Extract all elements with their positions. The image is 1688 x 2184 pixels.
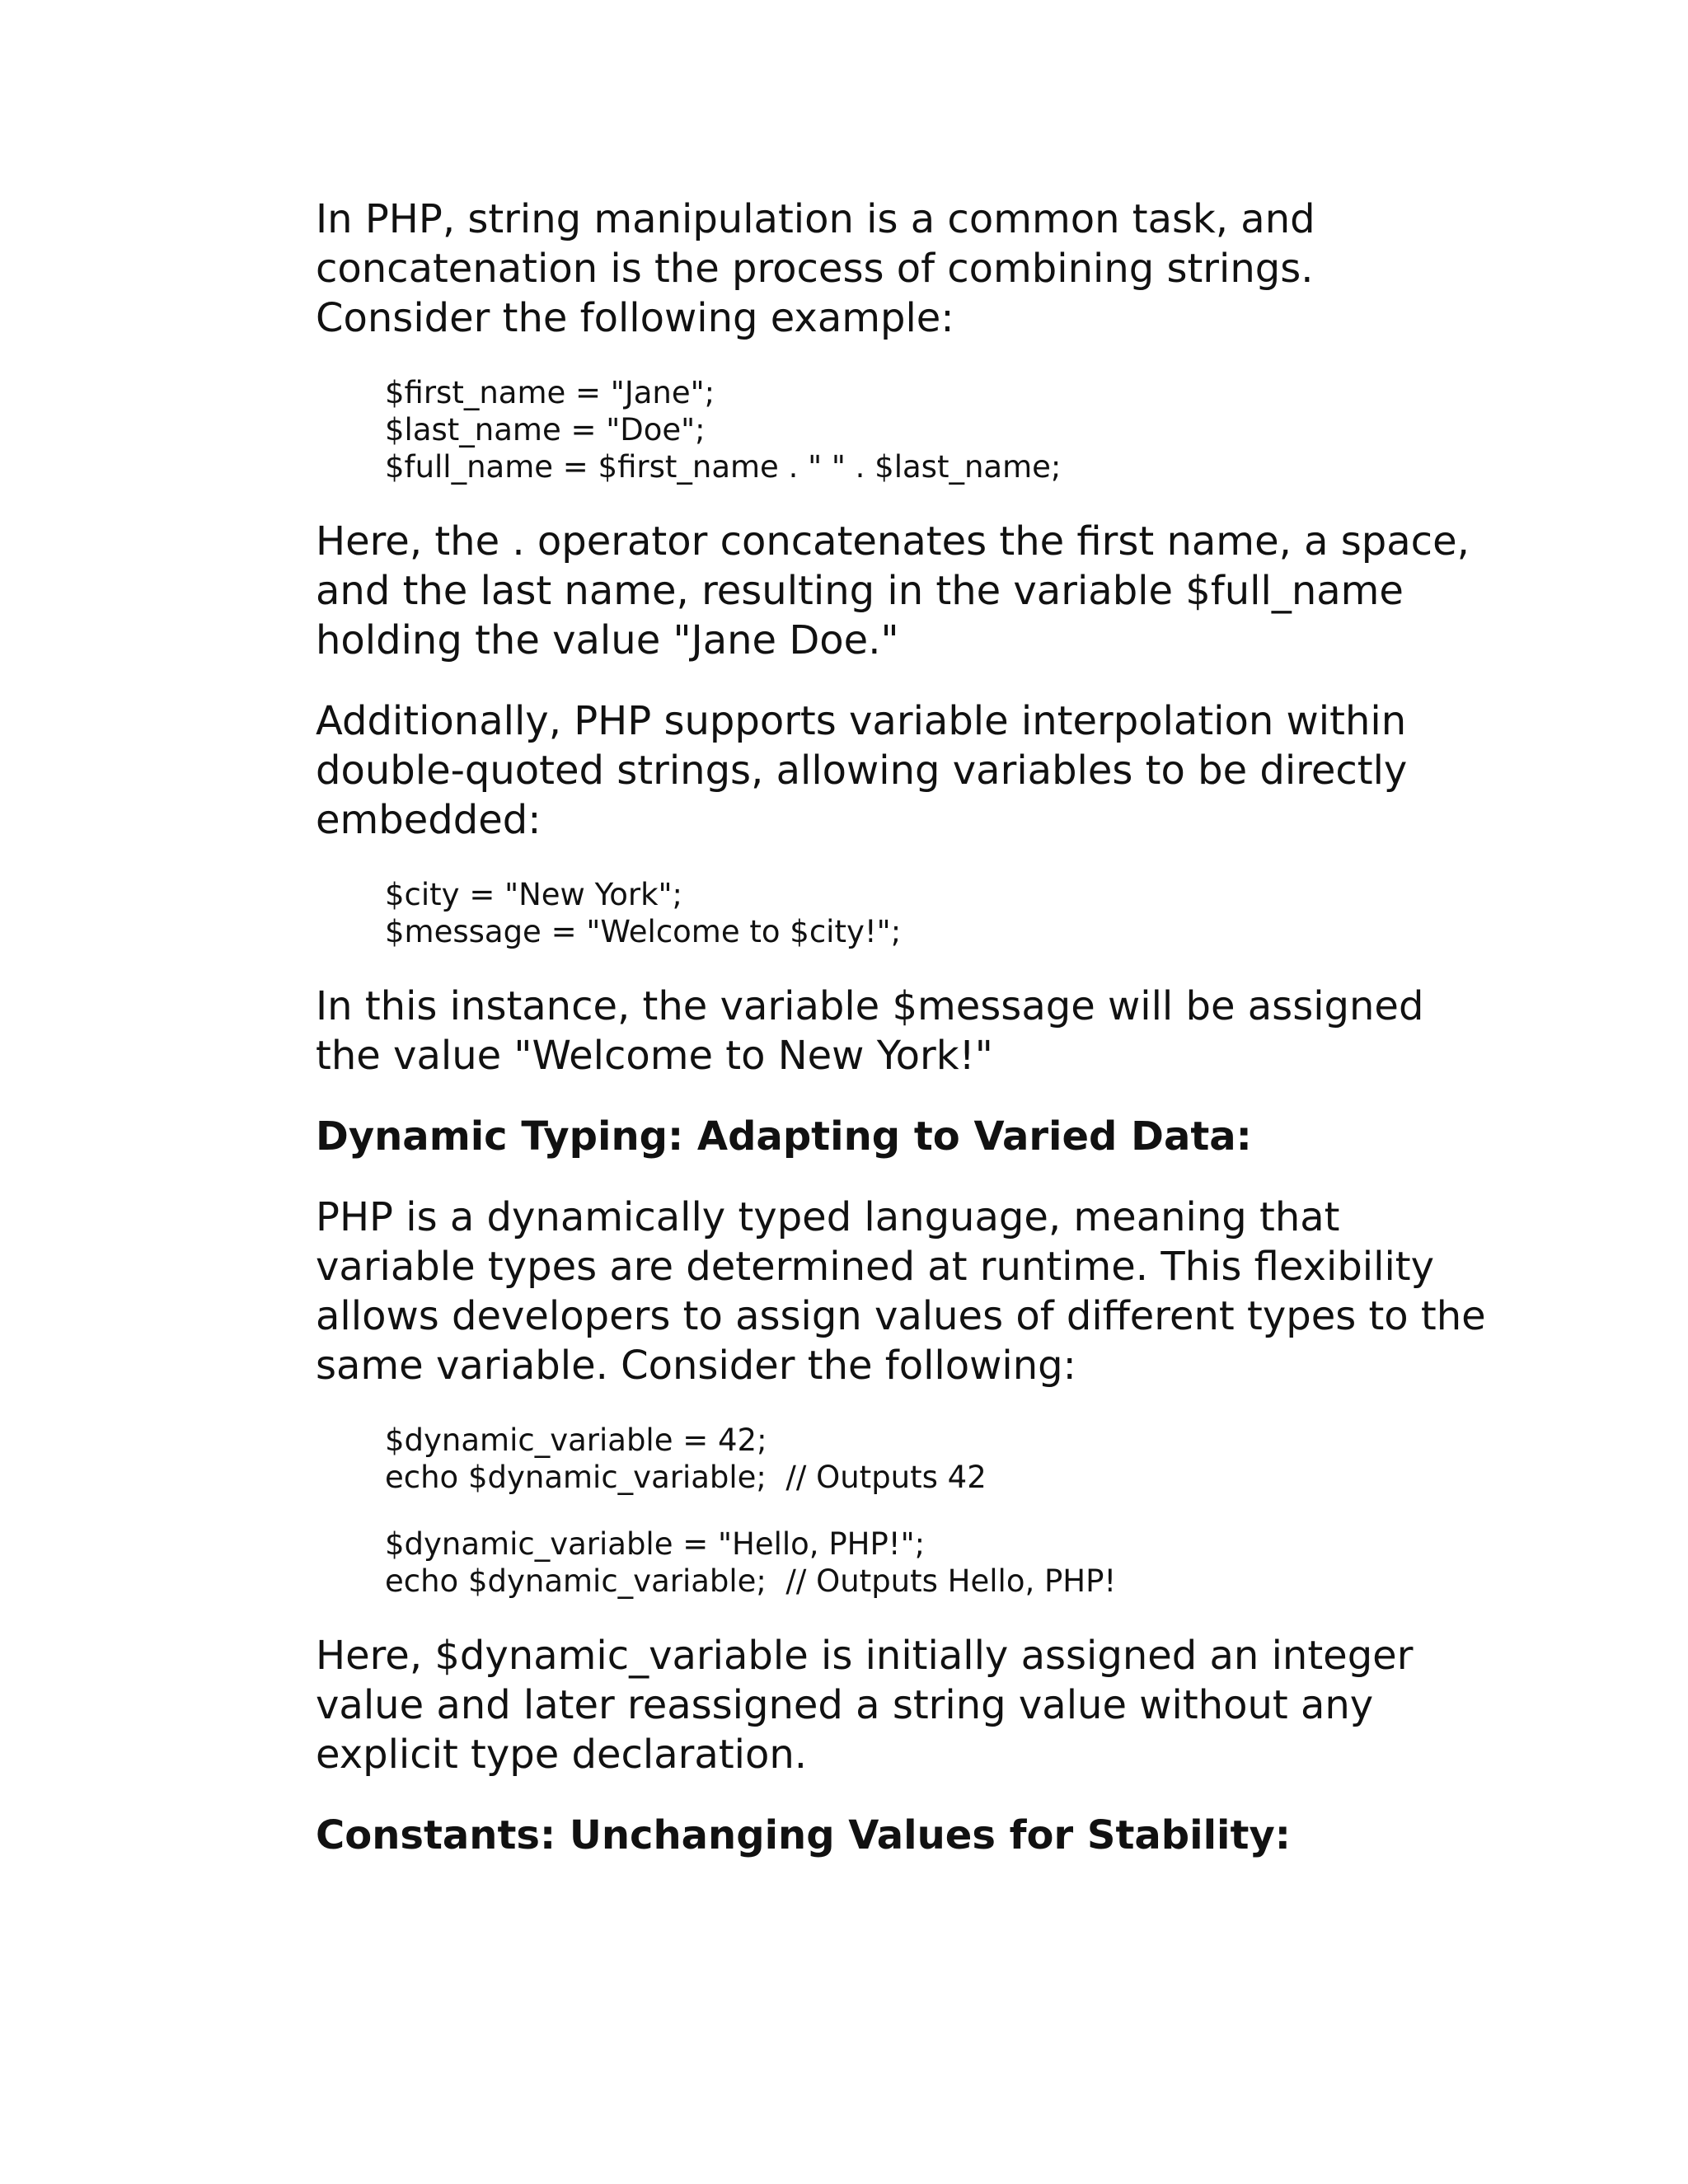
heading-constants: Constants: Unchanging Values for Stability: xyxy=(316,1812,1291,1858)
paragraph-intro: In PHP, string manipulation is a common task, and concatenation is the process of combining strings. Consider the following example: xyxy=(316,196,1315,341)
code-line: $last_name = "Doe"; xyxy=(385,412,706,448)
code-block-interpolation xyxy=(316,876,1486,950)
paragraph-concat-explanation: Here, the . operator concatenates the first name, a space, and the last name, resulting in the variable $full_name holding the value "Jane Doe." xyxy=(316,518,1470,663)
code-line: echo $dynamic_variable; // Outputs 42 xyxy=(385,1460,987,1495)
paragraph-dynamic-intro: PHP is a dynamically typed language, meaning that variable types are determined at runtime. This flexibility allows developers to assign values of different types to the same variable. Consider the following: xyxy=(316,1194,1486,1389)
code-block-dynamic-typing xyxy=(316,1422,1486,1600)
code-line: $full_name = $first_name . " " . $last_name; xyxy=(385,449,1062,485)
code-block-concatenation xyxy=(316,374,1486,485)
document-page xyxy=(316,194,1486,1891)
code-line: $first_name = "Jane"; xyxy=(385,375,715,410)
paragraph-dynamic-explanation: Here, $dynamic_variable is initially assigned an integer value and later reassigned a string value without any explicit type declaration. xyxy=(316,1633,1414,1778)
code-line: echo $dynamic_variable; // Outputs Hello, PHP! xyxy=(385,1563,1117,1599)
code-line: $dynamic_variable = 42; xyxy=(385,1422,767,1458)
code-line: $city = "New York"; xyxy=(385,877,683,912)
code-line: $dynamic_variable = "Hello, PHP!"; xyxy=(385,1526,926,1562)
heading-dynamic-typing: Dynamic Typing: Adapting to Varied Data: xyxy=(316,1113,1252,1160)
paragraph-interpolation-explanation: In this instance, the variable $message will be assigned the value "Welcome to New York!" xyxy=(316,983,1424,1079)
paragraph-interpolation-intro: Additionally, PHP supports variable interpolation within double-quoted strings, allowing variables to be directly embedded: xyxy=(316,698,1408,843)
code-line: $message = "Welcome to $city!"; xyxy=(385,914,902,949)
